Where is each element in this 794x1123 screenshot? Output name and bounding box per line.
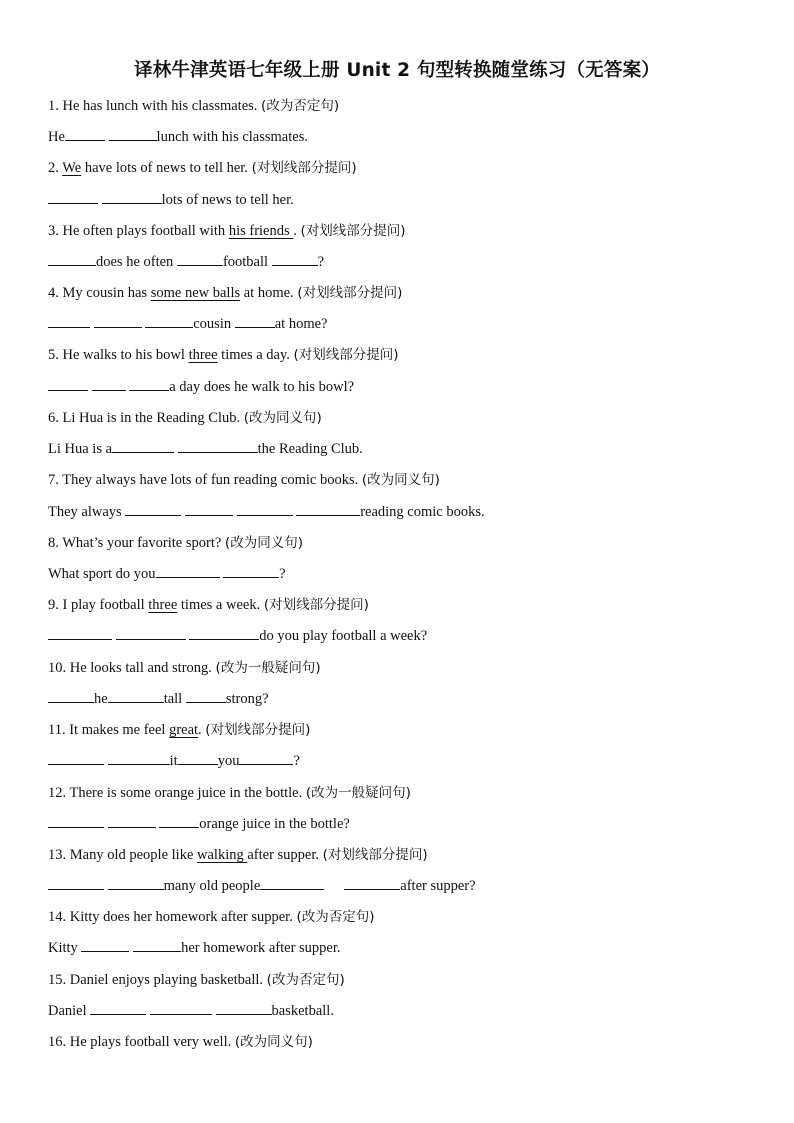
blank[interactable] [108, 815, 156, 828]
blank[interactable] [48, 627, 112, 640]
question-1 [48, 97, 339, 115]
blank[interactable] [48, 690, 94, 703]
question-12: 12. There is some orange juice in the bottle. (改为一般疑问句) [48, 785, 411, 801]
blank[interactable] [108, 690, 164, 703]
answer-13: many old people after supper? [48, 877, 476, 895]
instruction: (对划线部分提问) [251, 160, 357, 176]
question-16: 16. He plays football very well. (改为同义句) [48, 1034, 313, 1050]
blank[interactable] [272, 253, 318, 266]
question-15: 15. Daniel enjoys playing basketball. (改为否定句) [48, 972, 345, 988]
blank[interactable] [260, 877, 324, 890]
blank[interactable] [156, 565, 220, 578]
underlined-part: some new balls [150, 285, 241, 301]
answer-8: What sport do you ? [48, 566, 286, 582]
blank[interactable] [48, 815, 104, 828]
answer-11: it you ? [48, 752, 300, 770]
blank[interactable] [186, 690, 226, 703]
blank[interactable] [177, 253, 223, 266]
blank[interactable] [150, 1002, 212, 1015]
answer-15: Daniel basketball. [48, 1003, 334, 1019]
answer-9: do you play football a week? [48, 627, 427, 645]
instruction: (对划线部分提问) [263, 597, 369, 613]
blank[interactable] [109, 128, 157, 141]
underlined-part: his friends [228, 223, 294, 239]
question-6: 6. Li Hua is in the Reading Club. (改为同义句) [48, 410, 322, 426]
blank[interactable] [48, 191, 98, 204]
instruction: (对划线部分提问) [322, 847, 428, 863]
blank[interactable] [92, 378, 126, 391]
blank[interactable] [48, 315, 90, 328]
answer-12: orange juice in the bottle? [48, 815, 350, 833]
question-2: 2. We have lots of news to tell her. (对划线部分提问) [48, 160, 357, 176]
blank[interactable] [81, 939, 129, 952]
blank[interactable] [90, 1002, 146, 1015]
blank[interactable] [129, 378, 169, 391]
blank[interactable] [108, 877, 164, 890]
blank[interactable] [185, 503, 233, 516]
instruction: (对划线部分提问) [297, 285, 403, 301]
blank[interactable] [65, 128, 105, 141]
question-4: 4. My cousin has some new balls at home. (对划线部分提问) [48, 285, 403, 301]
blank[interactable] [178, 440, 258, 453]
blank[interactable] [125, 503, 181, 516]
answer-3: does he often football ? [48, 253, 324, 271]
blank[interactable] [48, 378, 88, 391]
blank[interactable] [237, 503, 293, 516]
answer-5: a day does he walk to his bowl? [48, 378, 354, 396]
underlined-part: three [148, 597, 178, 613]
instruction: (对划线部分提问) [300, 223, 406, 239]
blank[interactable] [48, 752, 104, 765]
blank[interactable] [102, 191, 162, 204]
blank[interactable] [48, 877, 104, 890]
blank[interactable] [344, 877, 400, 890]
question-text: He has lunch with his classmates. [62, 98, 258, 114]
blank[interactable] [145, 315, 193, 328]
instruction: (改为否定句) [296, 909, 375, 925]
question-8: 8. What’s your favorite sport? (改为同义句) [48, 535, 303, 551]
instruction: (对划线部分提问) [293, 347, 399, 363]
question-13: 13. Many old people like walking after supper. (对划线部分提问) [48, 847, 428, 863]
blank[interactable] [189, 627, 259, 640]
blank[interactable] [216, 1002, 272, 1015]
question-10: 10. He looks tall and strong. (改为一般疑问句) [48, 660, 321, 676]
instruction: (改为否定句) [261, 98, 340, 114]
blank[interactable] [178, 752, 218, 765]
question-11: 11. It makes me feel great. (对划线部分提问) [48, 722, 311, 738]
answer-1: He lunch with his classmates. [48, 129, 308, 145]
question-5: 5. He walks to his bowl three times a day. (对划线部分提问) [48, 347, 399, 363]
question-14: 14. Kitty does her homework after supper. (改为否定句) [48, 909, 375, 925]
instruction: (改为一般疑问句) [215, 660, 321, 676]
blank[interactable] [94, 315, 142, 328]
instruction: (改为同义句) [234, 1034, 313, 1050]
answer-2: lots of news to tell her. [48, 191, 294, 209]
answer-7: They always reading comic books. [48, 504, 485, 520]
question-7: 7. They always have lots of fun reading comic books. (改为同义句) [48, 472, 440, 488]
answer-10: he tall strong? [48, 690, 269, 708]
underlined-part: walking [197, 847, 248, 863]
blank[interactable] [223, 565, 279, 578]
blank[interactable] [159, 815, 199, 828]
blank[interactable] [116, 627, 186, 640]
blank[interactable] [296, 503, 360, 516]
instruction: (对划线部分提问) [205, 722, 311, 738]
underlined-part: We [62, 160, 82, 176]
answer-14: Kitty her homework after supper. [48, 940, 341, 956]
instruction: (改为同义句) [361, 472, 440, 488]
question-number: 1. [48, 98, 59, 114]
blank[interactable] [108, 752, 170, 765]
answer-4: cousin at home? [48, 315, 327, 333]
page-title: 译林牛津英语七年级上册 Unit 2 句型转换随堂练习（无答案） [134, 60, 660, 81]
blank[interactable] [48, 253, 96, 266]
instruction: (改为同义句) [243, 410, 322, 426]
question-3: 3. He often plays football with his friends . (对划线部分提问) [48, 223, 406, 239]
underlined-part: great [169, 722, 199, 738]
instruction: (改为否定句) [266, 972, 345, 988]
underlined-part: three [188, 347, 218, 363]
answer-6: Li Hua is a the Reading Club. [48, 441, 363, 457]
blank[interactable] [112, 440, 174, 453]
blank[interactable] [235, 315, 275, 328]
instruction: (改为一般疑问句) [305, 785, 411, 801]
instruction: (改为同义句) [224, 535, 303, 551]
blank[interactable] [239, 752, 293, 765]
question-9: 9. I play football three times a week. (对划线部分提问) [48, 597, 369, 613]
blank[interactable] [133, 939, 181, 952]
